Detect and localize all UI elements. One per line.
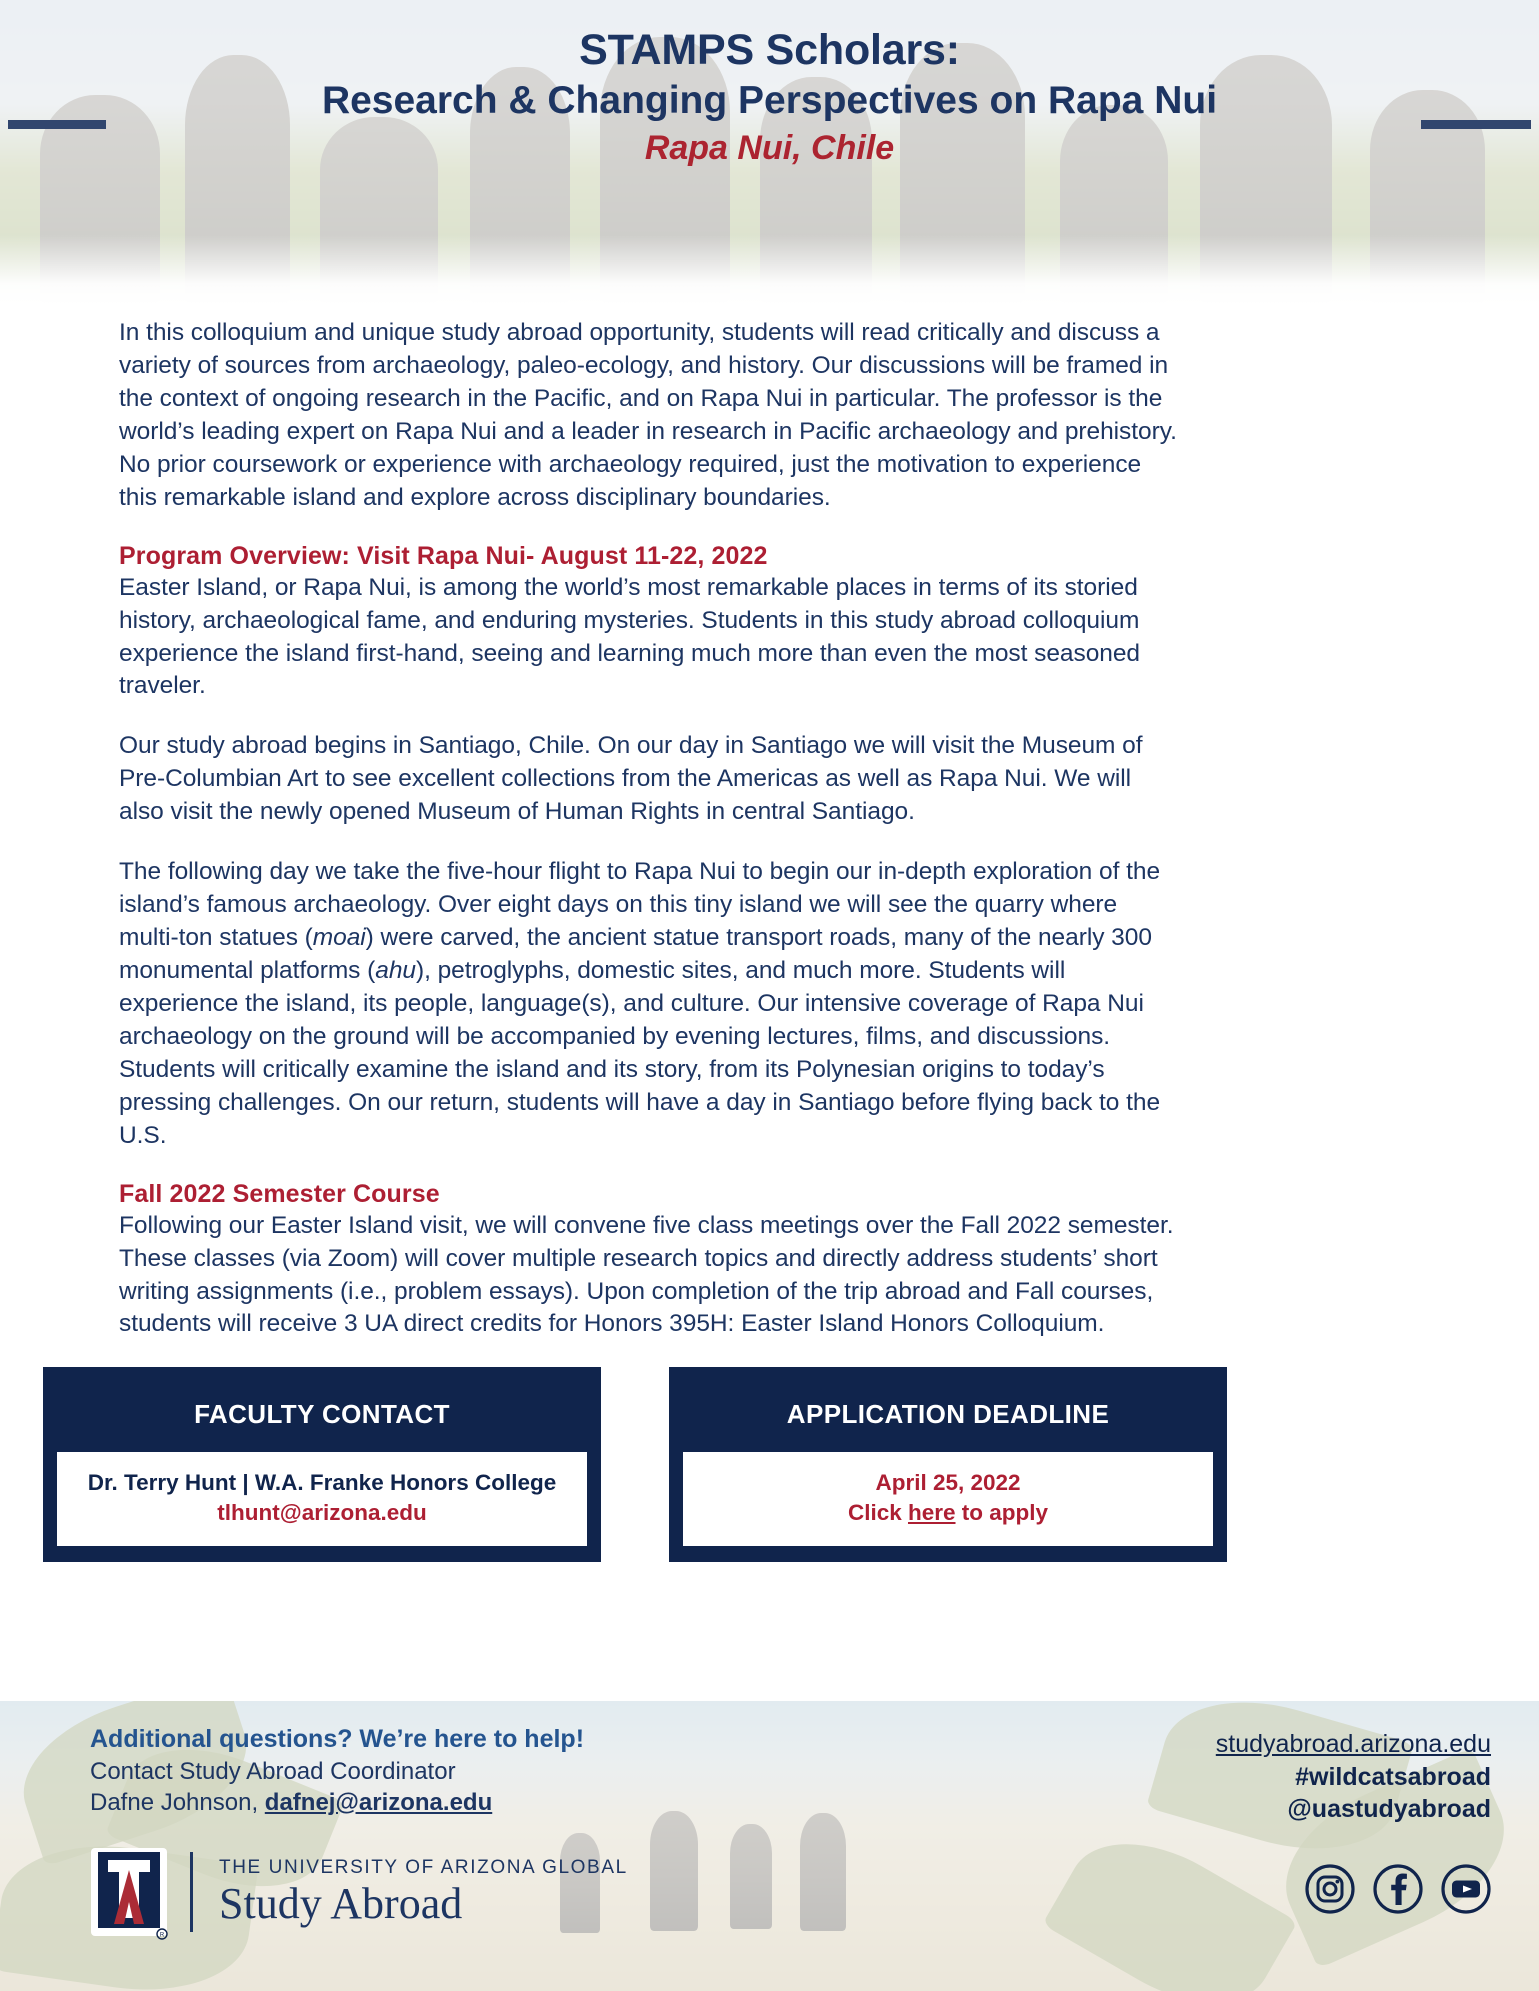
application-deadline-box bbox=[669, 1367, 1227, 1561]
logo-study-abroad-line: Study Abroad bbox=[219, 1878, 463, 1928]
content-column bbox=[119, 317, 1179, 1341]
logo-university-line: THE UNIVERSITY OF ARIZONA GLOBAL bbox=[219, 1856, 628, 1878]
instagram-icon[interactable] bbox=[1305, 1864, 1355, 1914]
youtube-icon[interactable] bbox=[1441, 1864, 1491, 1914]
ua-block-a-logo-icon bbox=[90, 1844, 168, 1940]
facebook-icon[interactable] bbox=[1373, 1864, 1423, 1914]
exploration-paragraph bbox=[119, 856, 1179, 1152]
faculty-contact-box bbox=[43, 1367, 601, 1561]
page-title-secondary: Research & Changing Perspectives on Rapa Nui bbox=[321, 79, 1218, 123]
coordinator-email[interactable]: dafnej@arizona.edu bbox=[264, 1788, 493, 1816]
footer-coordinator-line bbox=[90, 1787, 628, 1818]
footer-banner bbox=[0, 1698, 1539, 1991]
logo-wordmark bbox=[219, 1857, 628, 1928]
faculty-contact-body bbox=[57, 1452, 587, 1545]
footer-questions-headline: Additional questions? We’re here to help! bbox=[90, 1725, 585, 1753]
footer-hashtag: #wildcatsabroad bbox=[1295, 1762, 1491, 1791]
page-subtitle-location: Rapa Nui, Chile bbox=[644, 129, 895, 168]
application-deadline-body bbox=[683, 1452, 1213, 1545]
faculty-email[interactable]: tlhunt@arizona.edu bbox=[217, 1500, 427, 1526]
logo-divider bbox=[190, 1852, 193, 1932]
apply-prefix: Click bbox=[847, 1500, 908, 1526]
application-deadline-title: APPLICATION DEADLINE bbox=[786, 1399, 1110, 1430]
apply-here-link[interactable]: here bbox=[907, 1500, 956, 1526]
faculty-contact-title: FACULTY CONTACT bbox=[194, 1399, 450, 1430]
apply-suffix: to apply bbox=[955, 1500, 1049, 1526]
deadline-date: April 25, 2022 bbox=[875, 1470, 1021, 1496]
study-abroad-website-link[interactable]: studyabroad.arizona.edu bbox=[1215, 1730, 1491, 1758]
coordinator-name: Dafne Johnson, bbox=[90, 1788, 265, 1816]
fall-course-paragraph: Following our Easter Island visit, we will convene five class meetings over the Fall 2022 semester. These classes (via Zoom) will cover multiple research topics and directly address students’ short writing assignments (i.e., problem essays). Upon completion of the trip abroad and Fall courses, students will receive 3 UA direct credits for Honors 395H: Easter Island Honors Colloquium. bbox=[119, 1211, 1174, 1338]
apply-line bbox=[691, 1498, 1205, 1528]
santiago-paragraph: Our study abroad begins in Santiago, Chile. On our day in Santiago we will visit the Museum of Pre-Columbian Art to see excellent collections from the Americas as well as Rapa Nui. We will also visit the newly opened Museum of Human Rights in central Santiago. bbox=[119, 732, 1143, 826]
faculty-name: Dr. Terry Hunt | W.A. Franke Honors College bbox=[87, 1470, 557, 1496]
info-boxes-row bbox=[43, 1367, 1539, 1561]
footer-content bbox=[0, 1698, 1539, 1991]
header-banner bbox=[0, 0, 1539, 305]
ua-study-abroad-logo bbox=[90, 1844, 628, 1940]
exploration-text-2: ) were carved, the ancient statue transport roads, many of the nearly 300 monumental platforms ( bbox=[119, 924, 1152, 984]
footer-contact-line: Contact Study Abroad Coordinator bbox=[90, 1757, 456, 1785]
program-overview-heading: Program Overview: Visit Rapa Nui- August 11-22, 2022 bbox=[119, 541, 768, 570]
term-moai: moai bbox=[312, 924, 366, 952]
fall-course-heading: Fall 2022 Semester Course bbox=[119, 1179, 440, 1208]
program-overview-paragraph: Easter Island, or Rapa Nui, is among the world’s most remarkable places in terms of its storied history, archaeological fame, and enduring mysteries. Students in this study abroad colloquium experience the island first-hand, seeing and learning much more than even the most seasoned traveler. bbox=[119, 573, 1140, 700]
footer-right-column bbox=[1216, 1724, 1491, 1991]
social-links-row bbox=[1216, 1864, 1491, 1914]
page-title-primary: STAMPS Scholars: bbox=[579, 26, 960, 74]
footer-left-column bbox=[90, 1724, 628, 1991]
page-body bbox=[0, 305, 1539, 1562]
intro-paragraph: In this colloquium and unique study abroad opportunity, students will read critically and discuss a variety of sources from archaeology, paleo-ecology, and history. Our discussions will be framed in the context of ongoing research in the Pacific, and on Rapa Nui in particular. The professor is the world’s leading expert on Rapa Nui and a leader in research in Pacific archaeology and prehistory. No prior coursework or experience with archaeology required, just the motivation to experience this remarkable island and explore across disciplinary boundaries. bbox=[119, 319, 1177, 511]
svg-text:R: R bbox=[159, 1932, 165, 1939]
header-title-block bbox=[0, 0, 1539, 305]
footer-social-handle: @uastudyabroad bbox=[1287, 1795, 1491, 1823]
term-ahu: ahu bbox=[375, 957, 416, 984]
exploration-text-3: ), petroglyphs, domestic sites, and much more. Students will experience the island, its people, language(s), and culture. Our intensive coverage of Rapa Nui archaeology on the ground will be accompanied by evening lectures, films, and discussions. Students will critically examine the island and its story, from its Polynesian origins to today’s pressing challenges. On our return, students will have a day in Santiago before flying back to the U.S. bbox=[119, 957, 1161, 1149]
exploration-text-1: The following day we take the five-hour flight to Rapa Nui to begin our in-depth exploration of the island’s famous archaeology. Over eight days on this tiny island we will see the quarry where multi-ton statues ( bbox=[119, 858, 1161, 952]
